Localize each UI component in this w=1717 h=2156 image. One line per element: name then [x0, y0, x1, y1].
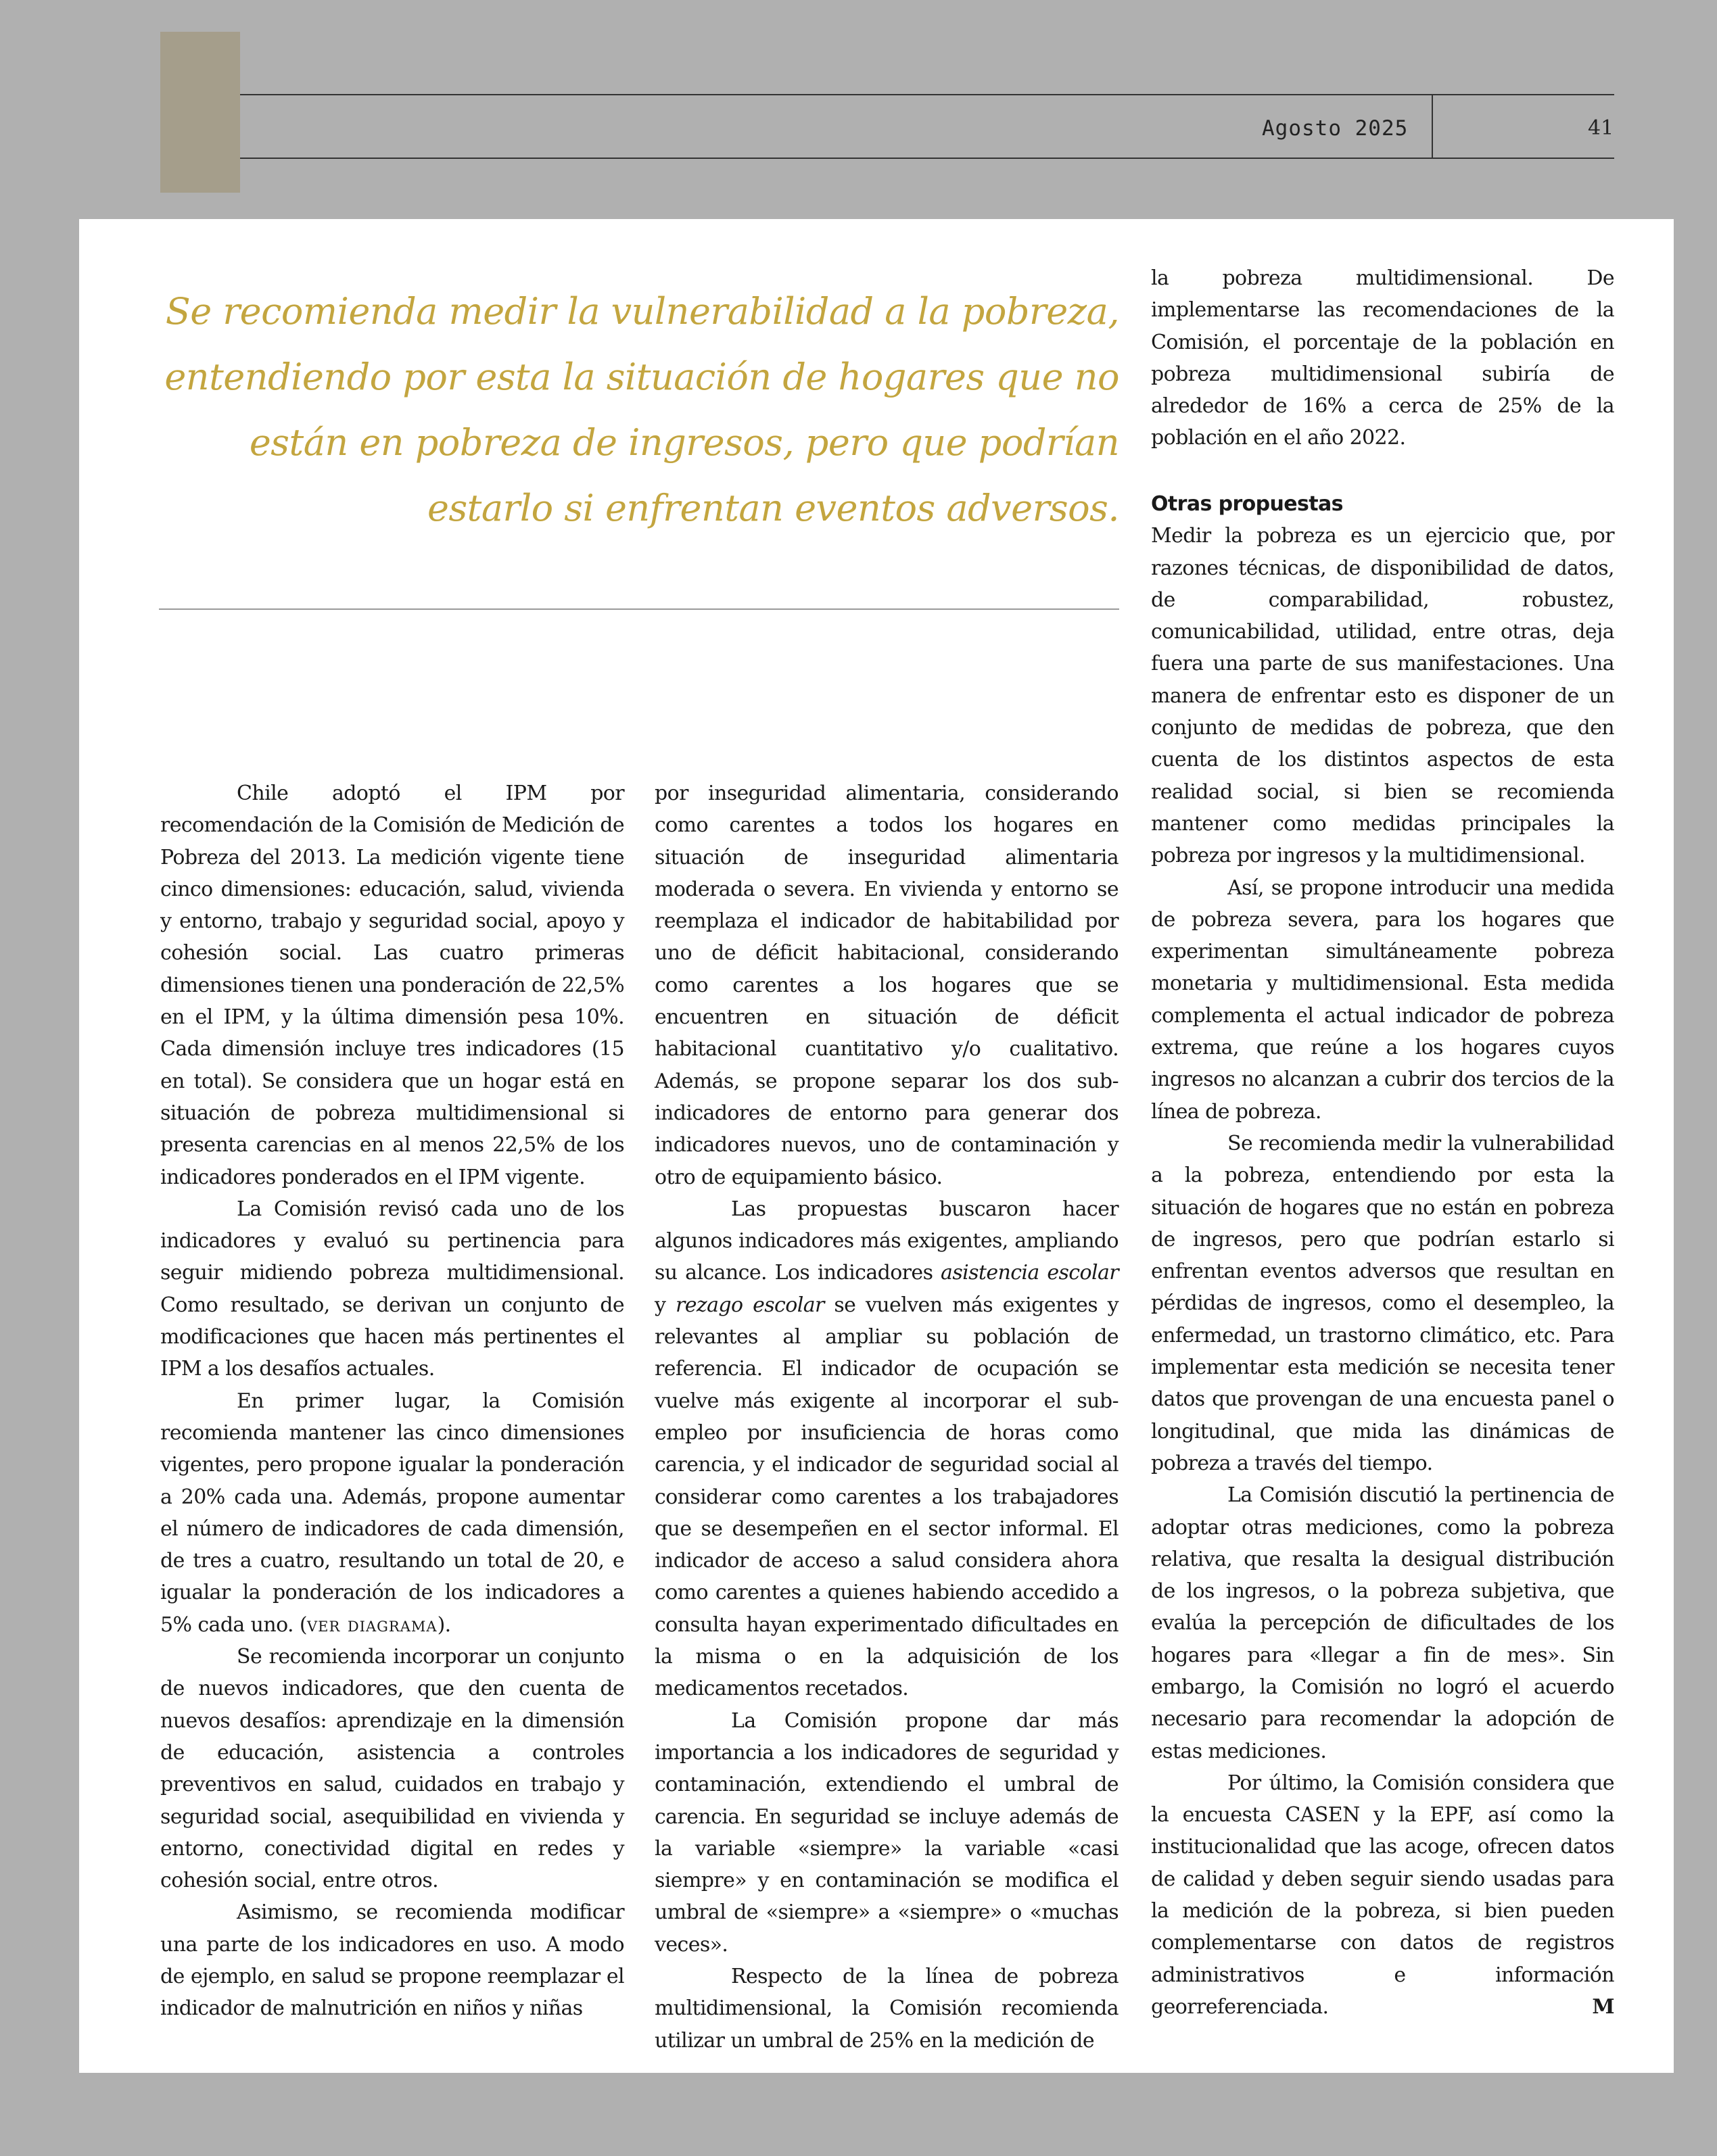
end-mark: M: [1592, 1994, 1614, 2019]
paragraph: Así, se propone introducir una medida de pobreza severa, para los hogares que experimentan simultáneamente pobreza monetaria y multidimensional. Esta medida complementa el actual indicador de pobreza extrema, que reúne a los hogares cuyos ingresos no alcanzan a cubrir dos tercios de la línea de pobreza.: [1151, 876, 1614, 1124]
article-column-3: [1151, 488, 1614, 2023]
paragraph: Por último, la Comisión considera que la encuesta CASEN y la EPF, así como la institucionalidad que las acoge, ofrecen datos de calidad y deben seguir siendo usadas para la medición de la pobreza, si bien pueden complementarse con datos de registros administrativos e información georreferenciada. M: [1151, 1767, 1614, 2023]
paragraph: La Comisión revisó cada uno de los indicadores y evaluó su pertinencia para seguir midiendo pobreza multidimensional. Como resultado, se derivan un conjunto de modificaciones que hacen más pertinentes el IPM a los desafíos actuales.: [160, 1197, 624, 1381]
header-rule-bottom: [240, 158, 1614, 159]
article-column-2: [655, 777, 1119, 2057]
diagram-link[interactable]: ver diagrama: [307, 1612, 438, 1637]
paragraph: Las propuestas buscaron hacer algunos indicadores más exigentes, ampliando su alcance. Los indicadores asistencia escolar y rezago escolar se vuelven más exigentes y relevantes al ampliar su población de referencia. El indicador de ocupación se vuelve más exigente al incorporar el sub-empleo por insuficiencia de horas como carencia, y el indicador de seguridad social al considerar como carentes a los trabajadores que se desempeñen en el sector informal. El indicador de acceso a salud considera ahora como carentes a quienes habiendo accedido a consulta hayan experimentado dificultades en la misma o en la adquisición de los medicamentos recetados.: [655, 1197, 1119, 1701]
paragraph: Se recomienda incorporar un conjunto de nuevos indicadores, que den cuenta de nuevos desafíos: aprendizaje en la dimensión de educación, asistencia a controles preventivos en salud, cuidados en trabajo y seguridad social, asequibilidad en vivienda y entorno, conectividad digital en redes y cohesión social, entre otros.: [160, 1645, 624, 1893]
paragraph: Asimismo, se recomienda modificar una parte de los indicadores en uso. A modo de ejemplo, en salud se propone reemplazar el indicador de malnutrición en niños y niñas: [160, 1900, 624, 2021]
paragraph: Se recomienda medir la vulnerabilidad a la pobreza, entendiendo por esta la situación de hogares que no están en pobreza de ingresos, pero que podrían estarlo si enfrentan eventos adversos que resultan en pérdidas de ingresos, como el desempleo, la enfermedad, un trastorno climático, etc. Para implementar esta medición se necesita tener datos que provengan de una encuesta panel o longitudinal, que mida las dinámicas de pobreza a través del tiempo.: [1151, 1131, 1614, 1475]
header-rule-top: [240, 94, 1614, 95]
paragraph: por inseguridad alimentaria, considerando como carentes a todos los hogares en situación de inseguridad alimentaria moderada o severa. En vivienda y entorno se reemplaza el indicador de habitabilidad por uno de déficit habitacional, considerando como carentes a los hogares que se encuentren en situación de déficit habitacional cuantitativo y/o cualitativo. Además, se propone separar los dos sub-indicadores de entorno para generar dos indicadores nuevos, uno de contaminación y otro de equipamiento básico.: [655, 782, 1119, 1189]
paragraph: La Comisión propone dar más importancia a los indicadores de seguridad y contaminación, extendiendo el umbral de carencia. En seguridad se incluye además de la variable «siempre» la variable «casi siempre» y en contaminación se modifica el umbral de «siempre» a «siempre» o «muchas veces».: [655, 1708, 1119, 1957]
paragraph: La Comisión discutió la pertinencia de adoptar otras mediciones, como la pobreza relativa, que resalta la desigual distribución de los ingresos, o la pobreza subjetiva, que evalúa la percepción de dificultades de los hogares para «llegar a fin de mes». Sin embargo, la Comisión no logró el acuerdo necesario para recomendar la adopción de estas mediciones.: [1151, 1483, 1614, 1763]
page-number: 41: [1588, 116, 1614, 140]
paragraph: Medir la pobreza es un ejercicio que, por razones técnicas, de disponibilidad de datos, de comparabilidad, robustez, comunicabilidad, utilidad, entre otras, deja fuera una parte de sus manifestaciones. Una manera de enfrentar esto es disponer de un conjunto de medidas de pobreza, que den cuenta de los distintos aspectos de esta realidad social, si bien se recomienda mantener como medidas principales la pobreza por ingresos y la multidimensional.: [1151, 524, 1614, 868]
paragraph: Respecto de la línea de pobreza multidimensional, la Comisión recomienda utilizar un umbral de 25% en la medición de: [655, 1964, 1119, 2053]
paragraph: En primer lugar, la Comisión recomienda mantener las cinco dimensiones vigentes, pero propone igualar la ponderación a 20% cada una. Además, propone aumentar el número de indicadores de cada dimensión, de tres a cuatro, resultando un total de 20, e igualar la ponderación de los indicadores a 5% cada uno. (ver diagrama).: [160, 1389, 624, 1637]
header-separator: [1432, 95, 1433, 158]
section-subheading: Otras propuestas: [1151, 492, 1343, 516]
paragraph: Chile adoptó el IPM por recomendación de la Comisión de Medición de Pobreza del 2013. La medición vigente tiene cinco dimensiones: educación, salud, vivienda y entorno, trabajo y seguridad social, apoyo y cohesión social. Las cuatro primeras dimensiones tienen una ponderación de 22,5% en el IPM, y la última dimensión pesa 10%. Cada dimensión incluye tres indicadores (15 en total). Se considera que un hogar está en situación de pobreza multidimensional si presenta carencias en al menos 22,5% de los indicadores ponderados en el IPM vigente.: [160, 782, 624, 1189]
pull-quote-rule: [159, 608, 1119, 610]
paragraph: la pobreza multidimensional. De implementarse las recomendaciones de la Comisión, el porcentaje de la población en pobreza multidimensional subiría de alrededor de 16% a cerca de 25% de la población en el año 2022.: [1151, 266, 1614, 450]
pull-quote: Se recomienda medir la vulnerabilidad a la pobreza, entendiendo por esta la situación de hogares que no están en pobreza de ingresos, pero que podrían estarlo si enfrentan eventos adversos.: [164, 290, 1119, 529]
issue-date: Agosto 2025: [1262, 116, 1409, 141]
article-column-1: [160, 777, 624, 2025]
article-column-3-top: [1151, 262, 1614, 454]
section-tab-block: [160, 32, 240, 193]
